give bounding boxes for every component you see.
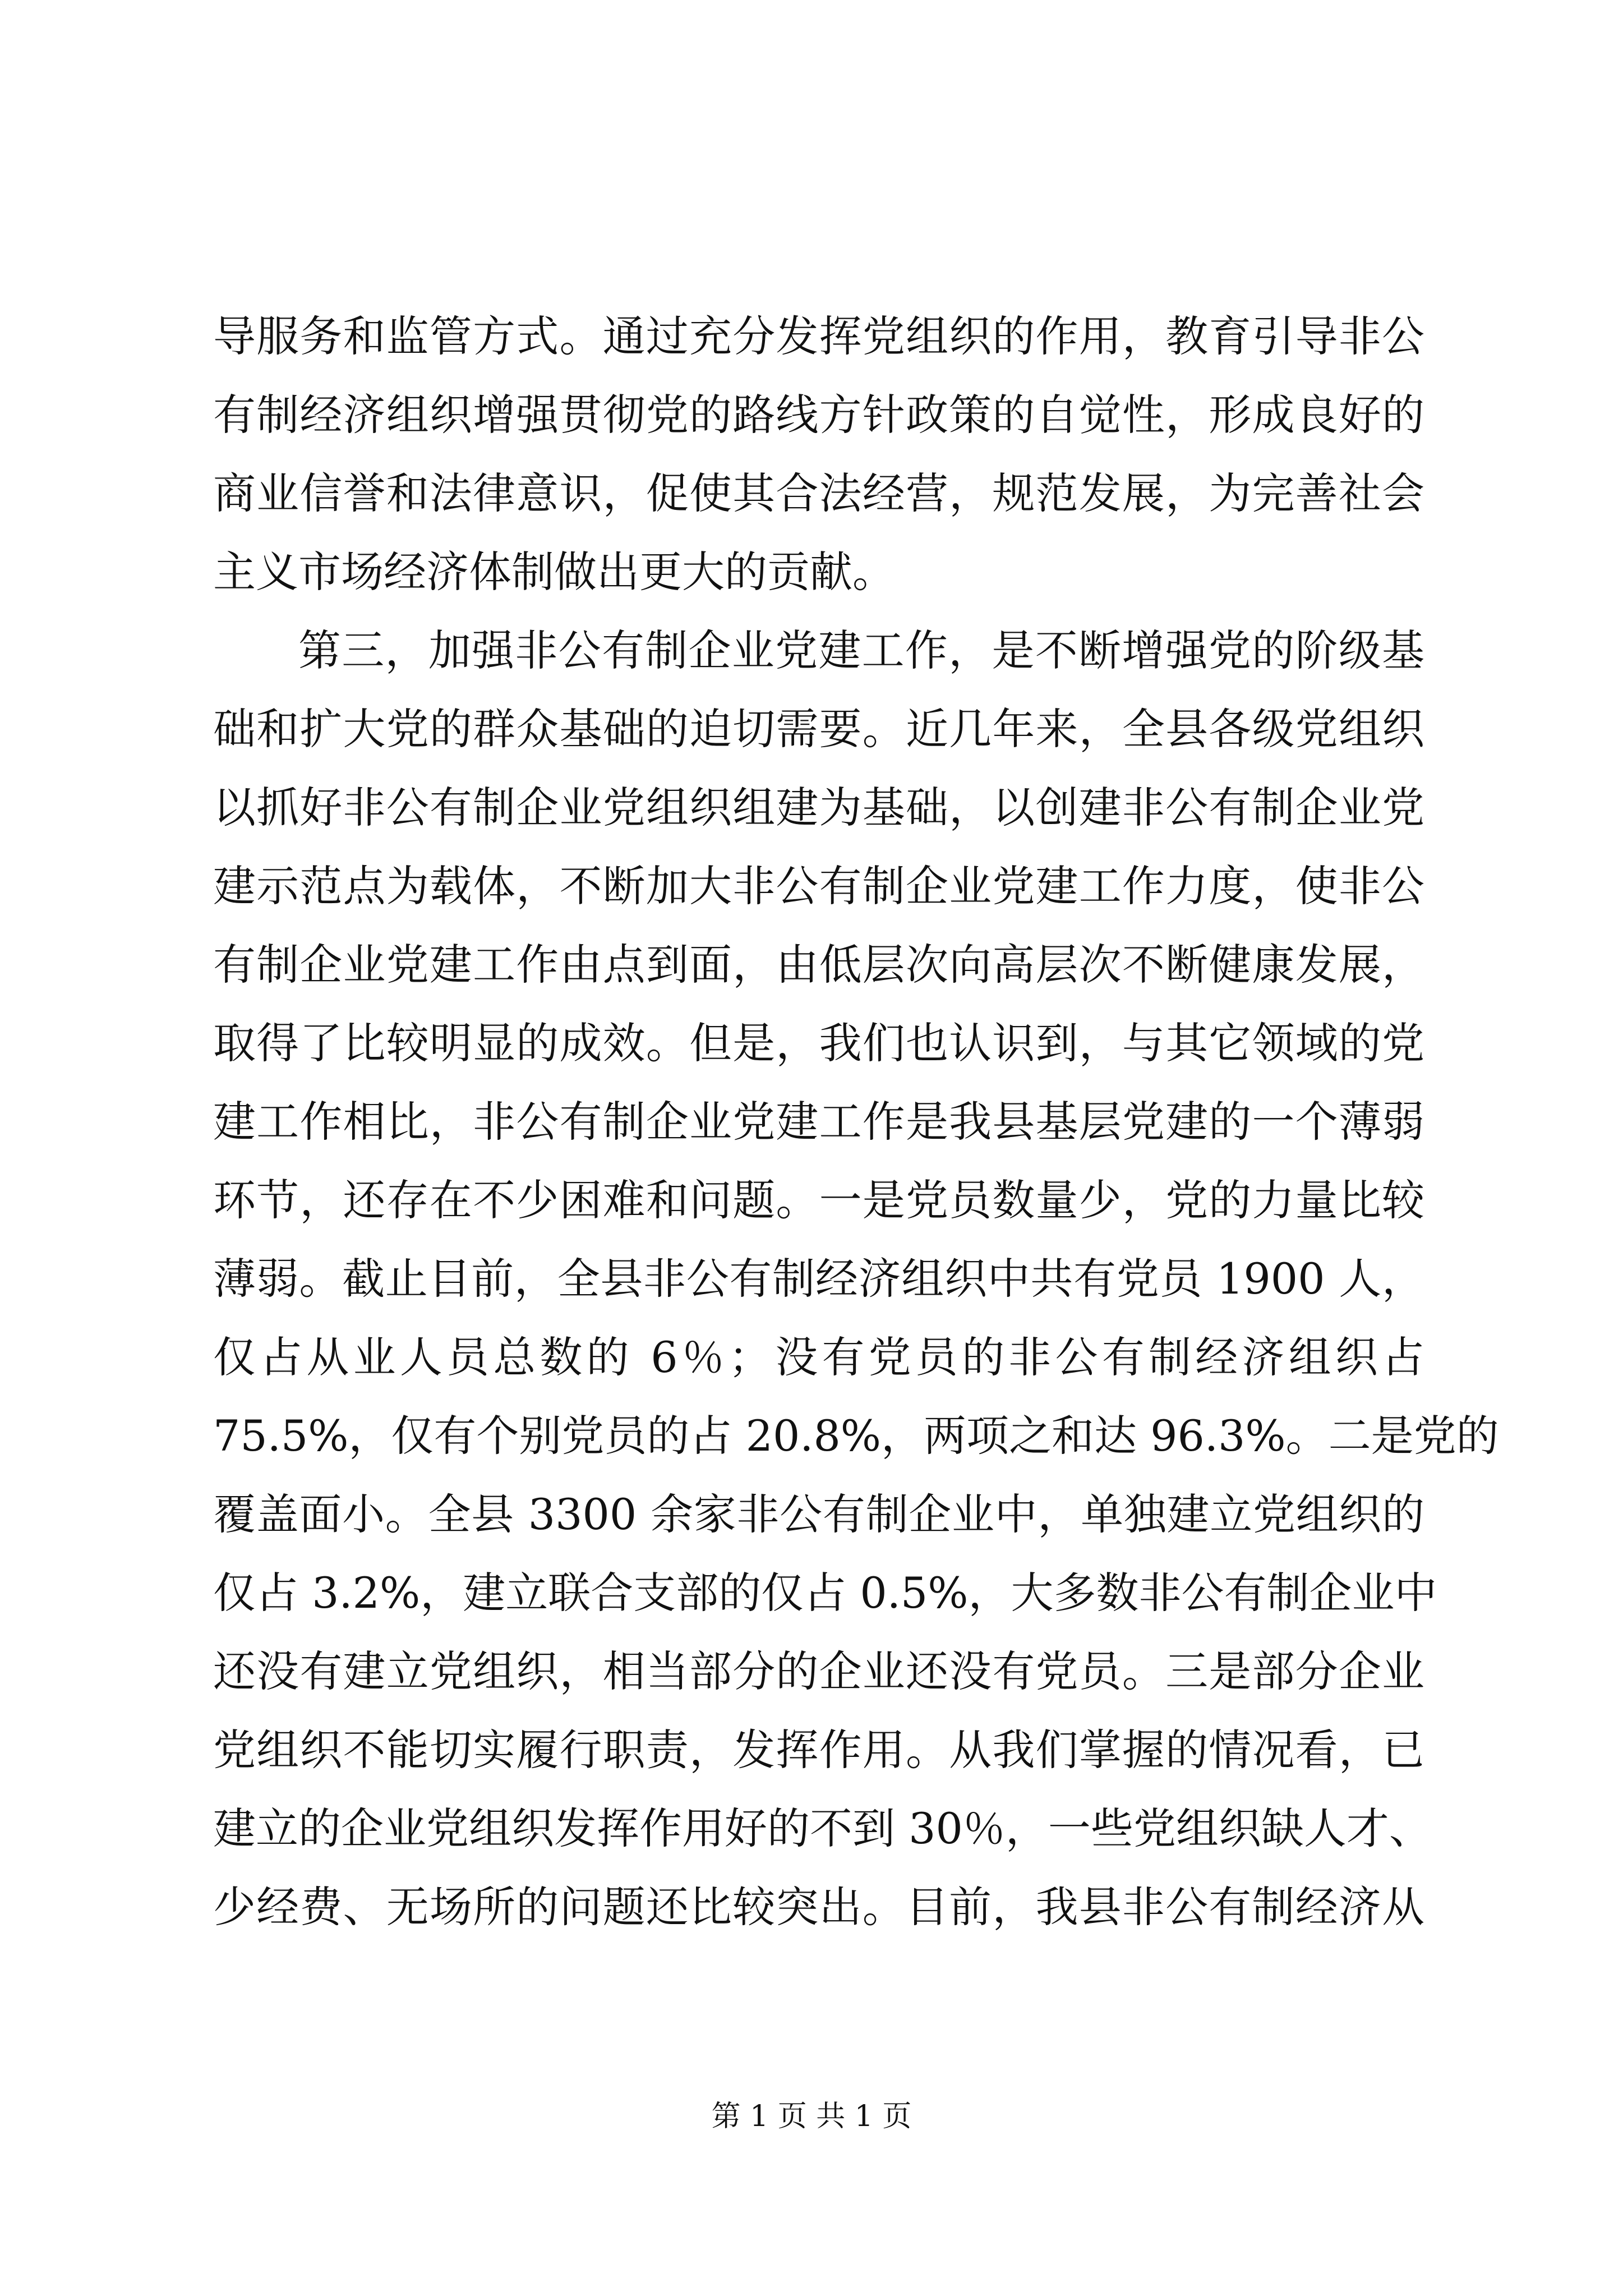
text-line: 有制企业党建工作由点到面，由低层次向高层次不断健康发展， [213,940,1424,990]
text-line: 导服务和监管方式。通过充分发挥党组织的作用，教育引导非公 [213,311,1424,361]
text-line: 仅占 3.2%，建立联合支部的仅占 0.5%，大多数非公有制企业中 [213,1568,1437,1618]
text-line: 环节，还存在不少困难和问题。一是党员数量少，党的力量比较 [213,1175,1424,1225]
text-line: 还没有建立党组织，相当部分的企业还没有党员。三是部分企业 [213,1646,1424,1696]
text-line: 党组织不能切实履行职责，发挥作用。从我们掌握的情况看，已 [213,1725,1424,1775]
text-line: 75.5%，仅有个别党员的占 20.8%，两项之和达 96.3%。二是党的 [213,1411,1499,1461]
text-line: 薄弱。截止目前，全县非公有制经济组织中共有党员 1900 人， [213,1254,1424,1304]
text-line: 主义市场经济体制做出更大的贡献。 [213,547,895,597]
text-line: 建工作相比，非公有制企业党建工作是我县基层党建的一个薄弱 [213,1097,1424,1147]
text-line: 建示范点为载体，不断加大非公有制企业党建工作力度，使非公 [213,861,1424,911]
text-line: 有制经济组织增强贯彻党的路线方针政策的自觉性，形成良好的 [213,390,1424,440]
text-line: 覆盖面小。全县 3300 余家非公有制企业中，单独建立党组织的 [213,1489,1424,1539]
text-line: 础和扩大党的群众基础的迫切需要。近几年来，全县各级党组织 [213,704,1424,754]
text-line: 第三，加强非公有制企业党建工作，是不断增强党的阶级基 [298,625,1424,675]
text-line: 仅占从业人员总数的 6％；没有党员的非公有制经济组织占 [213,1332,1424,1382]
page-footer: 第 1 页 共 1 页 [711,2100,912,2133]
text-line: 以抓好非公有制企业党组织组建为基础，以创建非公有制企业党 [213,783,1424,832]
text-line: 少经费、无场所的问题还比较突出。目前，我县非公有制经济从 [213,1882,1424,1932]
text-line: 取得了比较明显的成效。但是，我们也认识到，与其它领域的党 [213,1018,1424,1068]
text-line: 建立的企业党组织发挥作用好的不到 30％，一些党组织缺人才、 [213,1803,1432,1853]
text-line: 商业信誉和法律意识，促使其合法经营，规范发展，为完善社会 [213,468,1424,518]
body-text [213,297,1499,1947]
